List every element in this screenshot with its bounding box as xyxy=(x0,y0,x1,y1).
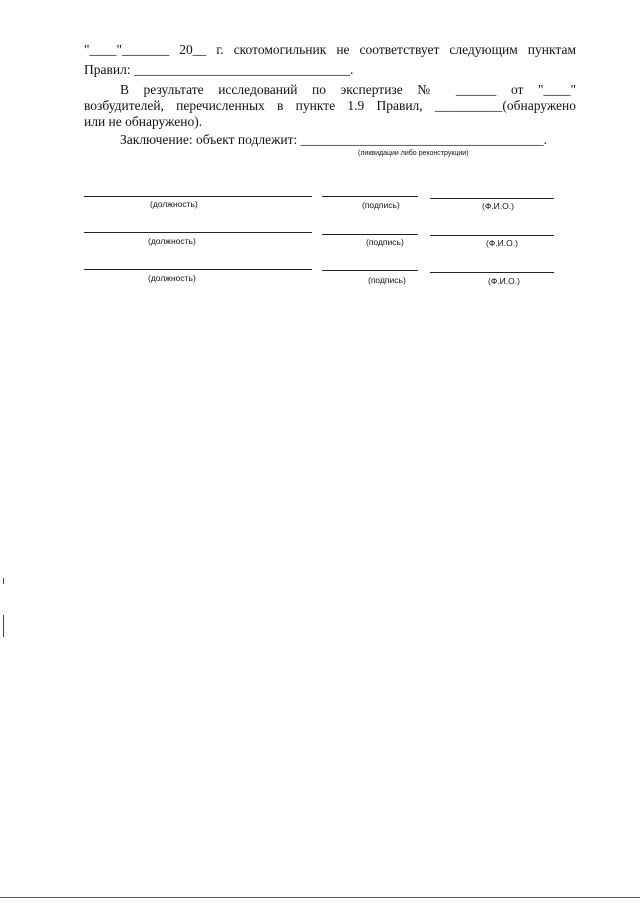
name-line-1 xyxy=(430,198,554,199)
name-label-2: (Ф.И.О.) xyxy=(486,238,518,248)
position-label-2: (должность) xyxy=(148,236,196,246)
scan-edge-mark xyxy=(3,615,4,637)
position-label-3: (должность) xyxy=(148,273,196,283)
paragraph-line-2: Правил: ________________________________. xyxy=(84,62,354,77)
position-line-2 xyxy=(84,232,312,233)
name-label-1: (Ф.И.О.) xyxy=(482,201,514,211)
paragraph-line-4: возбудителей, перечисленных в пункте 1.9 Правил, __________(обнаружено xyxy=(84,98,576,113)
position-label-1: (должность) xyxy=(150,199,198,209)
signature-line-1 xyxy=(322,196,418,197)
paragraph-line-3: В результате исследований по экспертизе № ______ от "____" xyxy=(120,82,576,97)
name-line-3 xyxy=(430,272,554,273)
position-line-1 xyxy=(84,196,312,197)
signature-label-1: (подпись) xyxy=(362,200,400,210)
signature-label-2: (подпись) xyxy=(366,237,404,247)
scan-edge-mark xyxy=(3,578,4,584)
paragraph-line-1: "____"_______ 20__ г. скотомогильник не соответствует следующим пунктам xyxy=(84,42,576,57)
signature-line-2 xyxy=(322,234,418,235)
conclusion-hint: (ликвидации либо реконструкции) xyxy=(358,150,469,157)
conclusion-line: Заключение: объект подлежит: ____________________________________. xyxy=(120,132,548,147)
position-line-3 xyxy=(84,269,312,270)
scan-bottom-edge xyxy=(0,897,640,898)
signature-line-3 xyxy=(322,270,418,271)
paragraph-line-5: или не обнаружено). xyxy=(84,114,203,129)
name-line-2 xyxy=(430,235,554,236)
signature-label-3: (подпись) xyxy=(368,275,406,285)
name-label-3: (Ф.И.О.) xyxy=(488,276,520,286)
